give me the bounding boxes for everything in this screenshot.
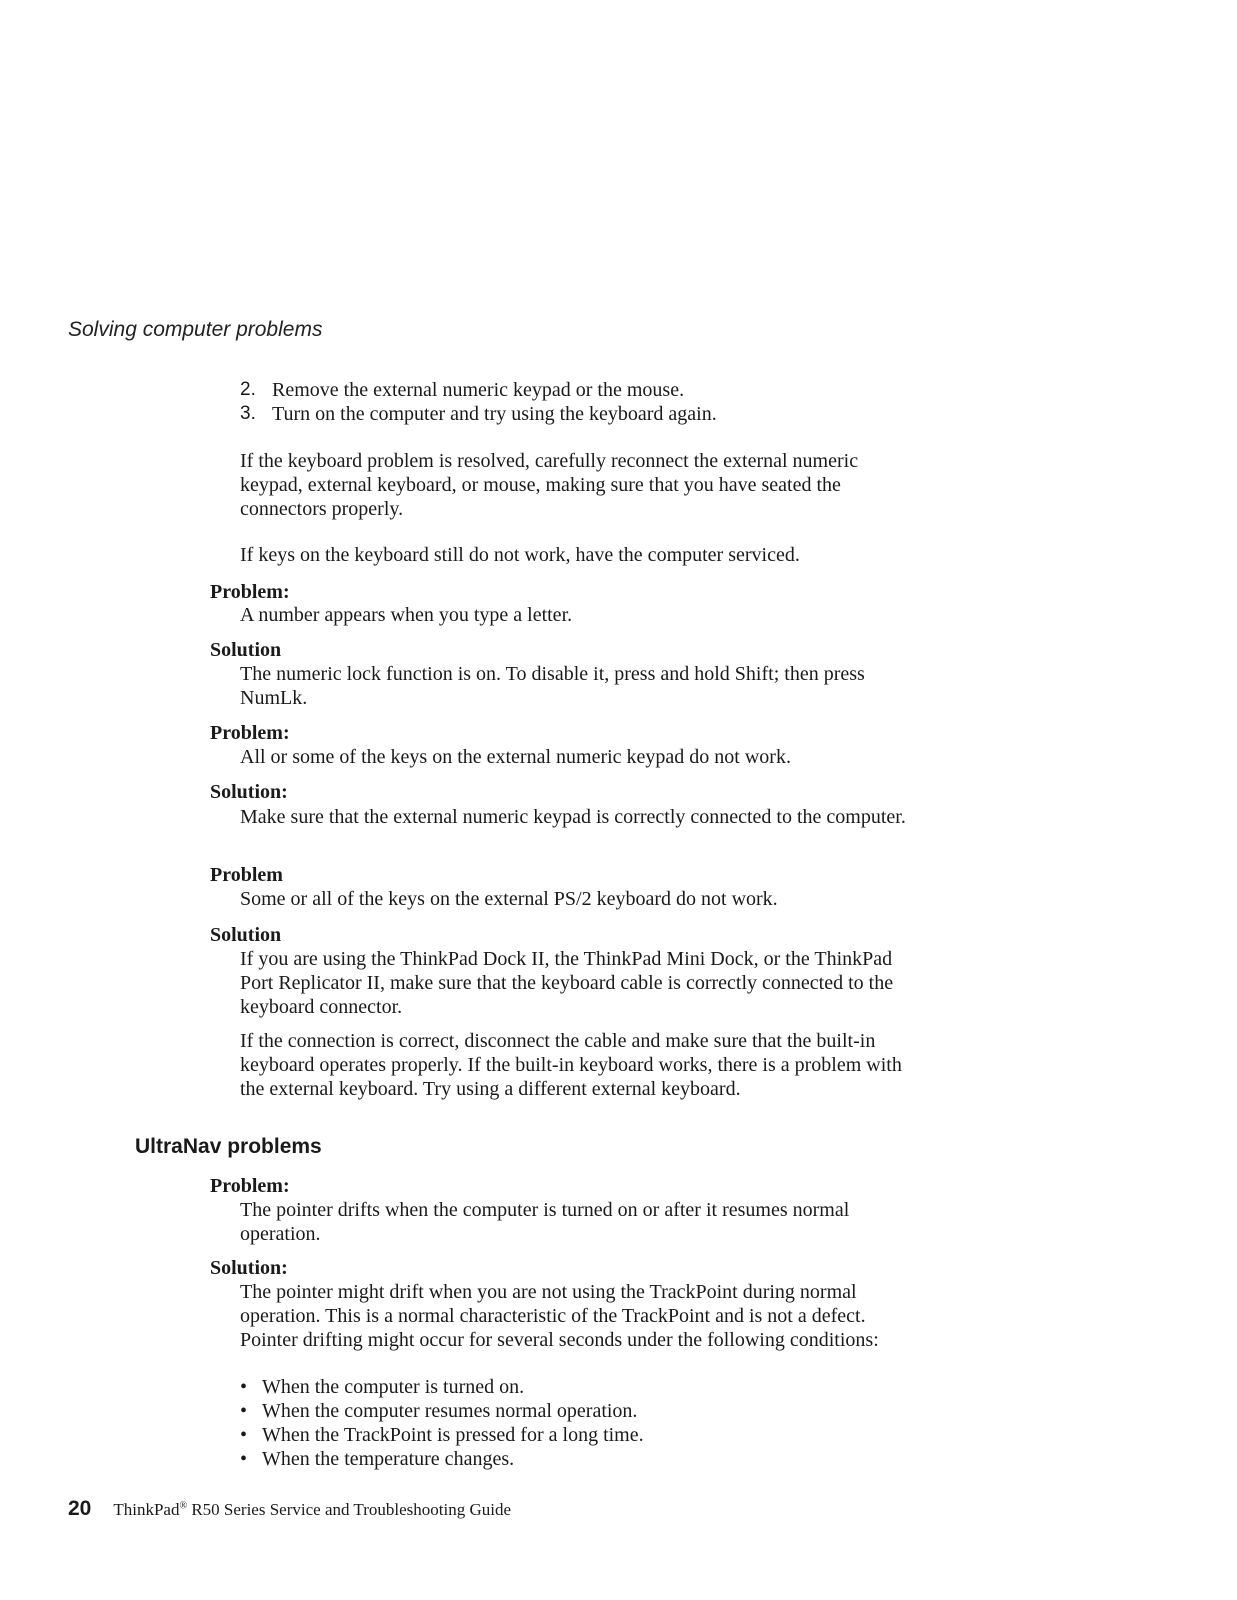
problem-text: A number appears when you type a letter. bbox=[240, 604, 573, 626]
problem-text: Some or all of the keys on the external PS/2 keyboard do not work. bbox=[240, 888, 778, 910]
bullet-icon: • bbox=[240, 1448, 248, 1470]
problem-label: Problem bbox=[210, 864, 283, 886]
step-text: Turn on the computer and try using the keyboard again. bbox=[272, 403, 717, 425]
solution-text: The numeric lock function is on. To disable it, press and hold Shift; then press NumLk. bbox=[240, 663, 865, 709]
solution-text: The pointer might drift when you are not using the TrackPoint during normal operation. This is a normal characteristic of the TrackPoint and is not a defect. Pointer drifting might occur for several seconds under the following conditions: bbox=[240, 1281, 879, 1351]
problem-text: All or some of the keys on the external numeric keypad do not work. bbox=[240, 746, 791, 768]
page-number: 20 bbox=[68, 1497, 92, 1520]
solution-label: Solution bbox=[210, 924, 282, 946]
paragraph: If the keyboard problem is resolved, carefully reconnect the external numeric keypad, external keyboard, or mouse, making sure that you have seated the connectors properly. bbox=[240, 450, 859, 520]
bullet-icon: • bbox=[240, 1400, 248, 1422]
steps-list bbox=[240, 378, 717, 426]
problem-label: Problem: bbox=[210, 581, 290, 603]
bullet-text: When the temperature changes. bbox=[262, 1448, 515, 1470]
step-number: 2. bbox=[240, 379, 256, 400]
list-item bbox=[240, 1399, 644, 1423]
list-item bbox=[240, 1423, 644, 1447]
solution-text: If you are using the ThinkPad Dock II, the ThinkPad Mini Dock, or the ThinkPad Port Replicator II, make sure that the keyboard cable is correctly connected to the keyboard connector. bbox=[240, 948, 894, 1018]
bullet-icon: • bbox=[240, 1424, 248, 1446]
list-item bbox=[240, 378, 717, 402]
footer-title-suffix: R50 Series Service and Troubleshooting Guide bbox=[187, 1500, 511, 1519]
solution-text: If the connection is correct, disconnect the cable and make sure that the built-in keyboard operates properly. If the built-in keyboard works, there is a problem with the external keyboard. Try using a different external keyboard. bbox=[240, 1030, 902, 1100]
conditions-list bbox=[240, 1375, 644, 1471]
problem-text: The pointer drifts when the computer is turned on or after it resumes normal operation. bbox=[240, 1199, 850, 1245]
list-item bbox=[240, 1375, 644, 1399]
step-text: Remove the external numeric keypad or the mouse. bbox=[272, 379, 685, 401]
step-number: 3. bbox=[240, 403, 256, 424]
bullet-text: When the computer resumes normal operation. bbox=[262, 1400, 638, 1422]
problem-label: Problem: bbox=[210, 722, 290, 744]
list-item bbox=[240, 402, 717, 426]
list-item bbox=[240, 1447, 644, 1471]
footer-title-prefix: ThinkPad bbox=[113, 1500, 180, 1519]
bullet-text: When the TrackPoint is pressed for a long time. bbox=[262, 1424, 644, 1446]
problem-label: Problem: bbox=[210, 1175, 290, 1197]
page-footer bbox=[68, 1497, 511, 1521]
solution-text: Make sure that the external numeric keypad is correctly connected to the computer. bbox=[240, 806, 906, 828]
footer-title bbox=[113, 1500, 511, 1520]
bullet-text: When the computer is turned on. bbox=[262, 1376, 525, 1398]
solution-label: Solution: bbox=[210, 1257, 288, 1279]
bullet-icon: • bbox=[240, 1376, 248, 1398]
running-head: Solving computer problems bbox=[68, 318, 323, 341]
registered-mark: ® bbox=[179, 1500, 188, 1512]
solution-label: Solution bbox=[210, 639, 282, 661]
paragraph: If keys on the keyboard still do not work, have the computer serviced. bbox=[240, 544, 800, 566]
section-heading: UltraNav problems bbox=[135, 1135, 322, 1158]
solution-label: Solution: bbox=[210, 781, 288, 803]
